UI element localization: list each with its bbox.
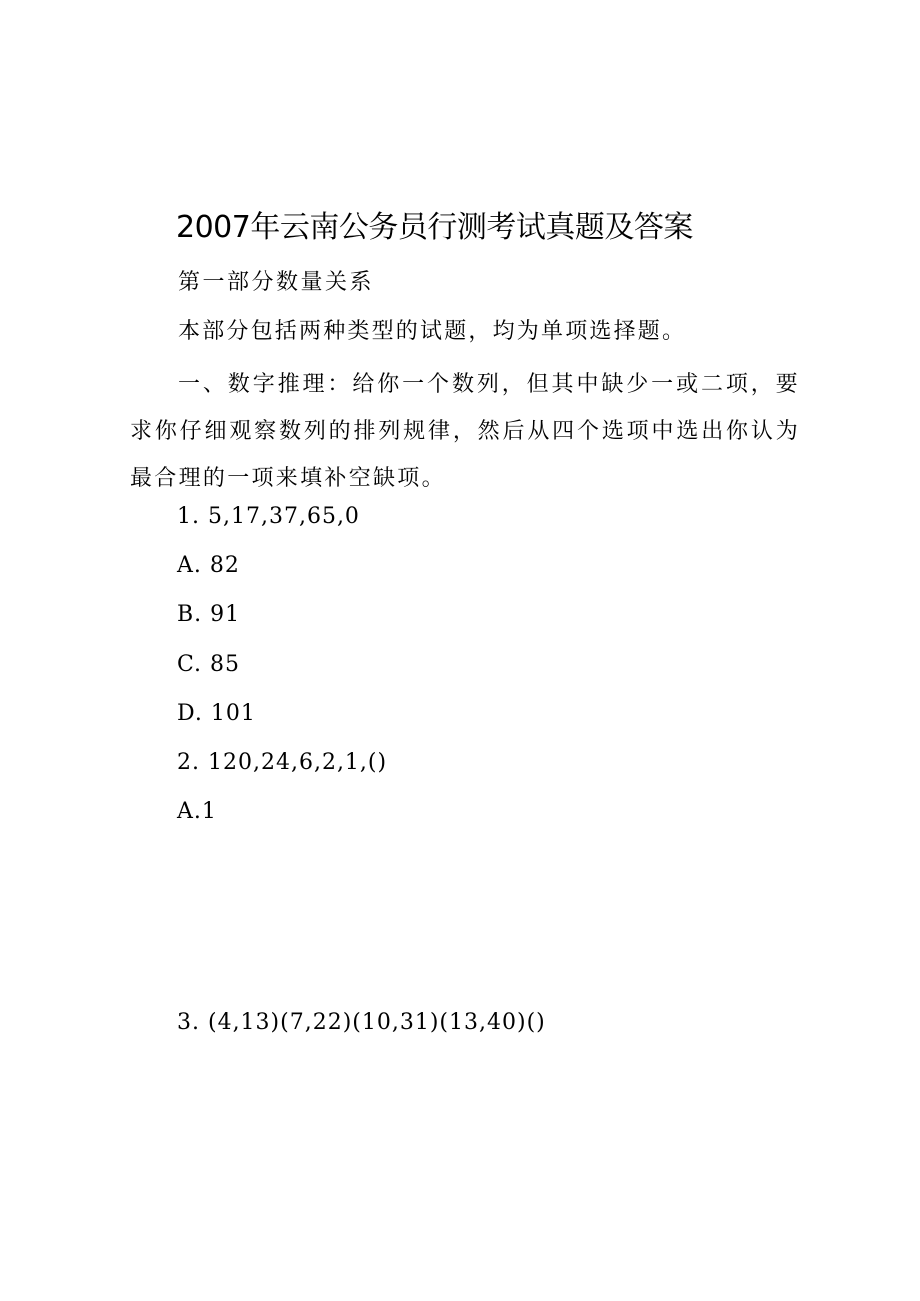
intro-paragraph: 本部分包括两种类型的试题，均为单项选择题。 <box>178 319 687 344</box>
question-1-label: 1. 5,17,37,65,0 <box>177 504 360 529</box>
question-2-option-a: A.1 <box>177 799 217 824</box>
question-1-option-a: A. 82 <box>177 553 240 578</box>
document-title: 2007年云南公务员行测考试真题及答案 <box>176 210 693 245</box>
section-heading: 第一部分数量关系 <box>178 270 375 295</box>
instructions-paragraph: 一、数字推理：给你一个数列，但其中缺少一或二项，要求你仔细观察数列的排列规律，然后从四个选项中选出你认为最合理的一项来填补空缺项。 <box>130 372 800 491</box>
question-1-option-c: C. 85 <box>177 652 241 677</box>
question-1-option-b: B. 91 <box>177 602 241 627</box>
question-1-option-d: D. 101 <box>177 701 256 726</box>
question-2-label: 2. 120,24,6,2,1,() <box>177 750 388 775</box>
question-3-label: 3. (4,13)(7,22)(10,31)(13,40)() <box>177 1010 546 1035</box>
